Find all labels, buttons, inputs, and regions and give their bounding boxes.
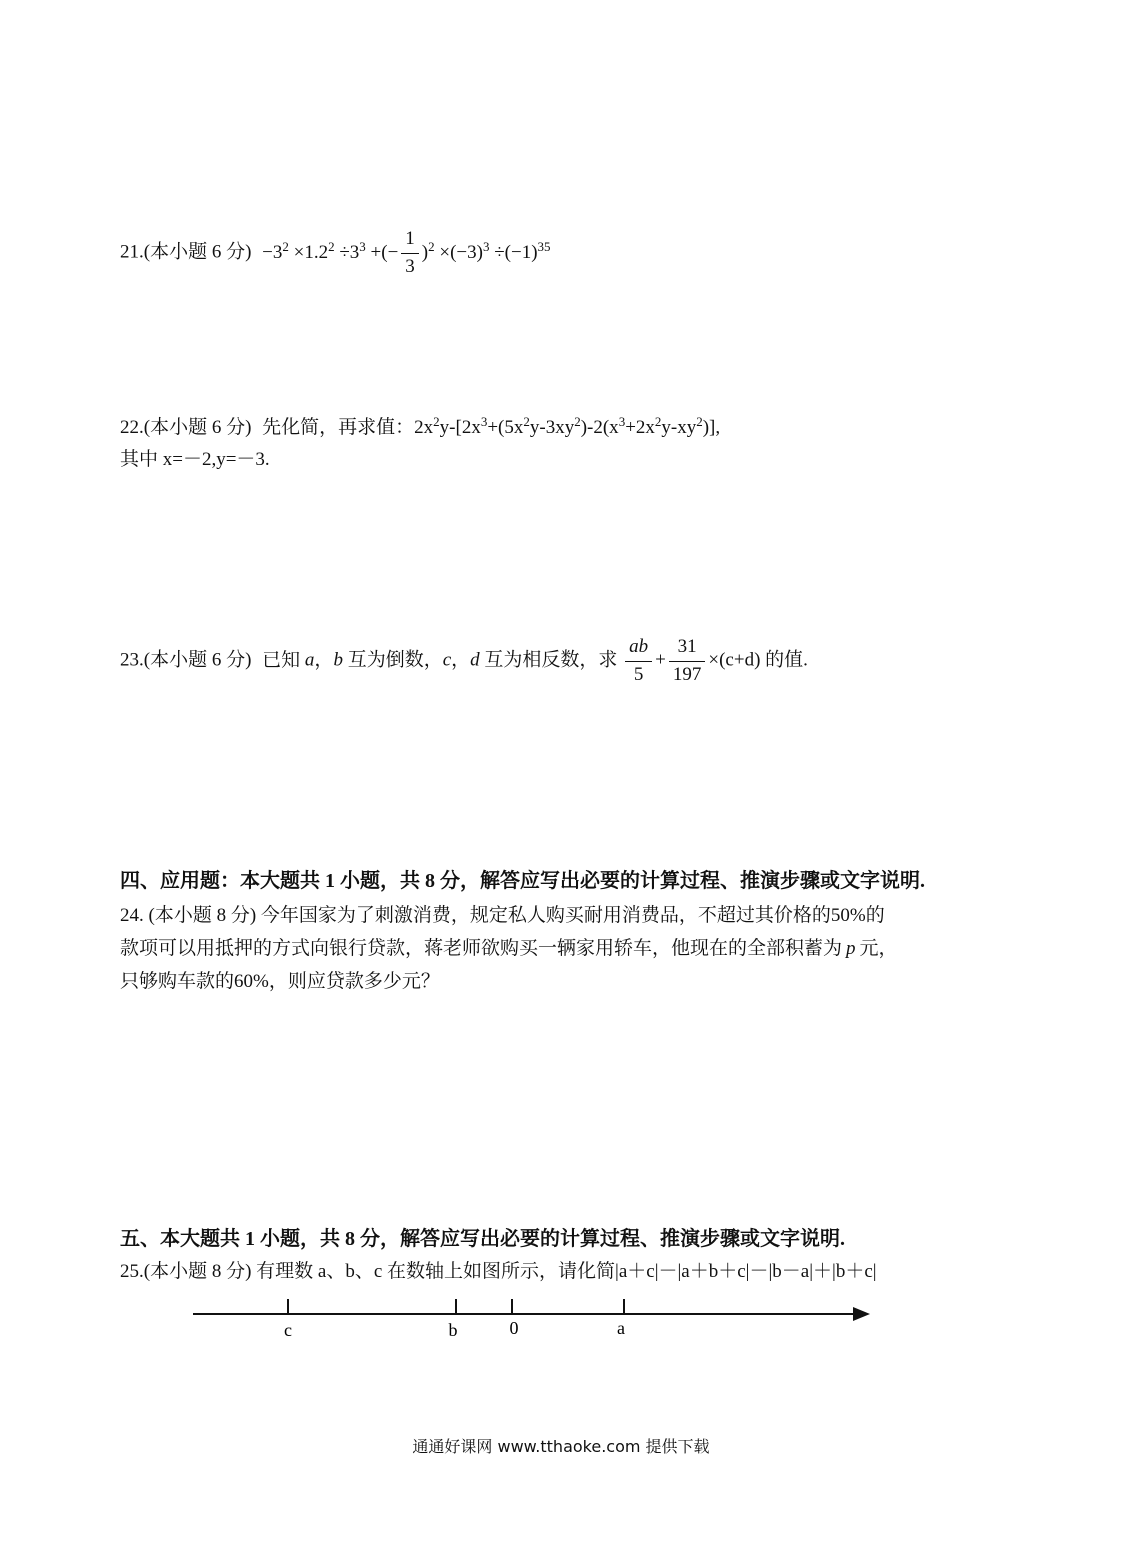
- label-b: b: [448, 1320, 458, 1340]
- fraction-ab-over-5: $\frac{ab}{5}$: [625, 636, 652, 687]
- question-22-label: 22.(本小题 6 分): [120, 417, 252, 438]
- section-4-heading: 四、应用题：本大题共 1 小题，共 8 分，解答应写出必要的计算过程、推演步骤或文字说明.: [120, 870, 925, 892]
- label-c: c: [284, 1320, 292, 1340]
- fraction-31-over-197: $\frac{31}{197}$: [669, 636, 706, 687]
- question-22-condition: 其中 x=－2,y=－3.: [120, 449, 270, 470]
- number-line-arrow: [853, 1307, 870, 1321]
- fraction-one-third: $\frac{1}{3}$: [401, 228, 419, 279]
- question-24-line-1: 24. (本小题 8 分) 今年国家为了刺激消费，规定私人购买耐用消费品，不超过其价格的50%的: [120, 905, 885, 926]
- question-24-line-2: 款项可以用抵押的方式向银行贷款，蒋老师欲购买一辆家用轿车，他现在的全部积蓄为 p 元，: [120, 938, 898, 959]
- question-21-expression: $-3^2 \times 1.2^2 \div 3^3$ +(− $\frac{1}{3}$ )$^2 \times(-3)^3 \div(-1)^{35}$: [262, 228, 551, 277]
- label-zero: 0: [509, 1318, 519, 1338]
- question-22-intro: 先化简，再求值：: [262, 417, 415, 438]
- label-a: a: [617, 1318, 625, 1338]
- question-24-line-3: 只够购车款的60%，则应贷款多少元？: [120, 971, 440, 992]
- question-23: 23.(本小题 6 分) 已知 a，b 互为倒数，c，d 互为相反数，求 $\frac{ab}{5}$ + $\frac{31}{197}$ ×(c+d) 的值.: [120, 636, 808, 685]
- question-22-expression: $2x^2y-[2x^3+(5x^2y-3xy^2)-2(x^3+2x^2y-xy^2)]$,: [414, 413, 721, 438]
- section-5-heading: 五、本大题共 1 小题，共 8 分，解答应写出必要的计算过程、推演步骤或文字说明.: [120, 1228, 845, 1250]
- page-footer: 通通好课网 www.tthaoke.com 提供下载: [412, 1437, 710, 1456]
- question-25: 25.(本小题 8 分) 有理数 a、b、c 在数轴上如图所示，请化简|a＋c|－|a＋b＋c|－|b－a|＋|b＋c|: [120, 1261, 877, 1282]
- question-21-label: 21.(本小题 6 分): [120, 241, 252, 263]
- question-23-label: 23.(本小题 6 分): [120, 649, 252, 671]
